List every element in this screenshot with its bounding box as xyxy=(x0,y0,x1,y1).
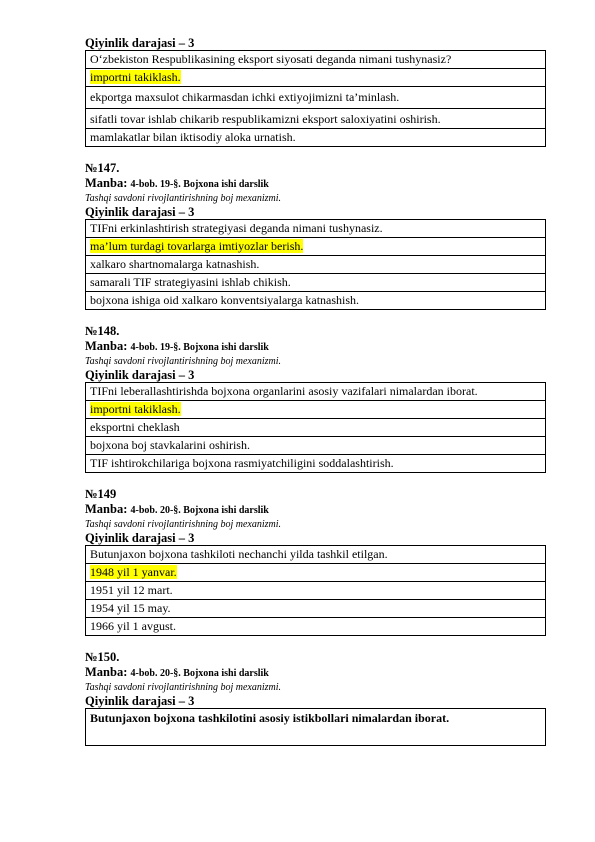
difficulty-level: Qiyinlik darajasi – 3 xyxy=(85,205,195,219)
difficulty-level: Qiyinlik darajasi – 3 xyxy=(85,694,195,708)
question-number: №148. xyxy=(85,324,120,338)
question-text: TIFni leberallashtirishda bojxona organlarini asosiy vazifalari nimalardan iborat. xyxy=(86,383,546,401)
answer-correct xyxy=(86,564,546,582)
source-subtitle: Tashqi savdoni rivojlantirishning boj mexanizmi. xyxy=(85,356,282,367)
question-block-149 xyxy=(85,487,546,636)
answer-option: TIF ishtirokchilariga bojxona rasmiyatchiligini soddalashtirish. xyxy=(86,455,546,473)
answer-correct xyxy=(86,401,546,419)
answer-correct xyxy=(86,238,546,256)
answer-option: bojxona ishiga oid xalkaro konventsiyalarga katnashish. xyxy=(86,292,546,310)
source-subtitle: Tashqi savdoni rivojlantirishning boj mexanizmi. xyxy=(85,682,282,693)
source-label: Manba: xyxy=(85,339,128,353)
source-line xyxy=(85,339,546,355)
difficulty-level: Qiyinlik darajasi – 3 xyxy=(85,36,195,50)
source-label: Manba: xyxy=(85,502,128,516)
source-line xyxy=(85,176,546,192)
question-block-146 xyxy=(85,36,546,147)
question-block-148 xyxy=(85,324,546,473)
question-number: №150. xyxy=(85,650,120,664)
highlighted-answer: importni takiklash. xyxy=(90,402,181,416)
source-ref: 4-bob. 20-§. Bojxona ishi darslik xyxy=(130,668,269,679)
highlighted-answer: ma’lum turdagi tovarlarga imtiyozlar berish. xyxy=(90,239,304,253)
question-text: O‘zbekiston Respublikasining eksport siyosati deganda nimani tushynasiz? xyxy=(86,51,546,69)
source-line xyxy=(85,665,546,681)
answer-option: 1951 yil 12 mart. xyxy=(86,582,546,600)
question-table xyxy=(85,708,546,746)
question-number: №147. xyxy=(85,161,120,175)
highlighted-answer: 1948 yil 1 yanvar. xyxy=(90,565,177,579)
highlighted-answer: importni takiklash. xyxy=(90,70,181,84)
source-line xyxy=(85,502,546,518)
answer-option: ekportga maxsulot chikarmasdan ichki extiyojimizni ta’minlash. xyxy=(86,87,546,109)
question-text: Butunjaxon bojxona tashkilotini asosiy istikbollari nimalardan iborat. xyxy=(86,709,546,746)
difficulty-level: Qiyinlik darajasi – 3 xyxy=(85,531,195,545)
question-number: №149 xyxy=(85,487,117,501)
question-text: Butunjaxon bojxona tashkiloti nechanchi yilda tashkil etilgan. xyxy=(86,546,546,564)
document-page xyxy=(85,36,546,746)
source-ref: 4-bob. 19-§. Bojxona ishi darslik xyxy=(130,342,269,353)
answer-option: xalkaro shartnomalarga katnashish. xyxy=(86,256,546,274)
difficulty-level: Qiyinlik darajasi – 3 xyxy=(85,368,195,382)
question-block-150 xyxy=(85,650,546,746)
source-ref: 4-bob. 19-§. Bojxona ishi darslik xyxy=(130,179,269,190)
question-table xyxy=(85,382,546,473)
answer-option: sifatli tovar ishlab chikarib respublikamizni eksport saloxiyatini oshirish. xyxy=(86,109,546,129)
source-label: Manba: xyxy=(85,176,128,190)
question-table xyxy=(85,219,546,310)
source-label: Manba: xyxy=(85,665,128,679)
source-subtitle: Tashqi savdoni rivojlantirishning boj mexanizmi. xyxy=(85,519,282,530)
answer-option: eksportni cheklash xyxy=(86,419,546,437)
question-text: TIFni erkinlashtirish strategiyasi deganda nimani tushynasiz. xyxy=(86,220,546,238)
answer-option: bojxona boj stavkalarini oshirish. xyxy=(86,437,546,455)
question-block-147 xyxy=(85,161,546,310)
answer-option: samarali TIF strategiyasini ishlab chikish. xyxy=(86,274,546,292)
answer-option: mamlakatlar bilan iktisodiy aloka urnatish. xyxy=(86,129,546,147)
answer-option: 1954 yil 15 may. xyxy=(86,600,546,618)
answer-correct xyxy=(86,69,546,87)
answer-option: 1966 yil 1 avgust. xyxy=(86,618,546,636)
source-subtitle: Tashqi savdoni rivojlantirishning boj mexanizmi. xyxy=(85,193,282,204)
source-ref: 4-bob. 20-§. Bojxona ishi darslik xyxy=(130,505,269,516)
question-table xyxy=(85,50,546,147)
question-table xyxy=(85,545,546,636)
